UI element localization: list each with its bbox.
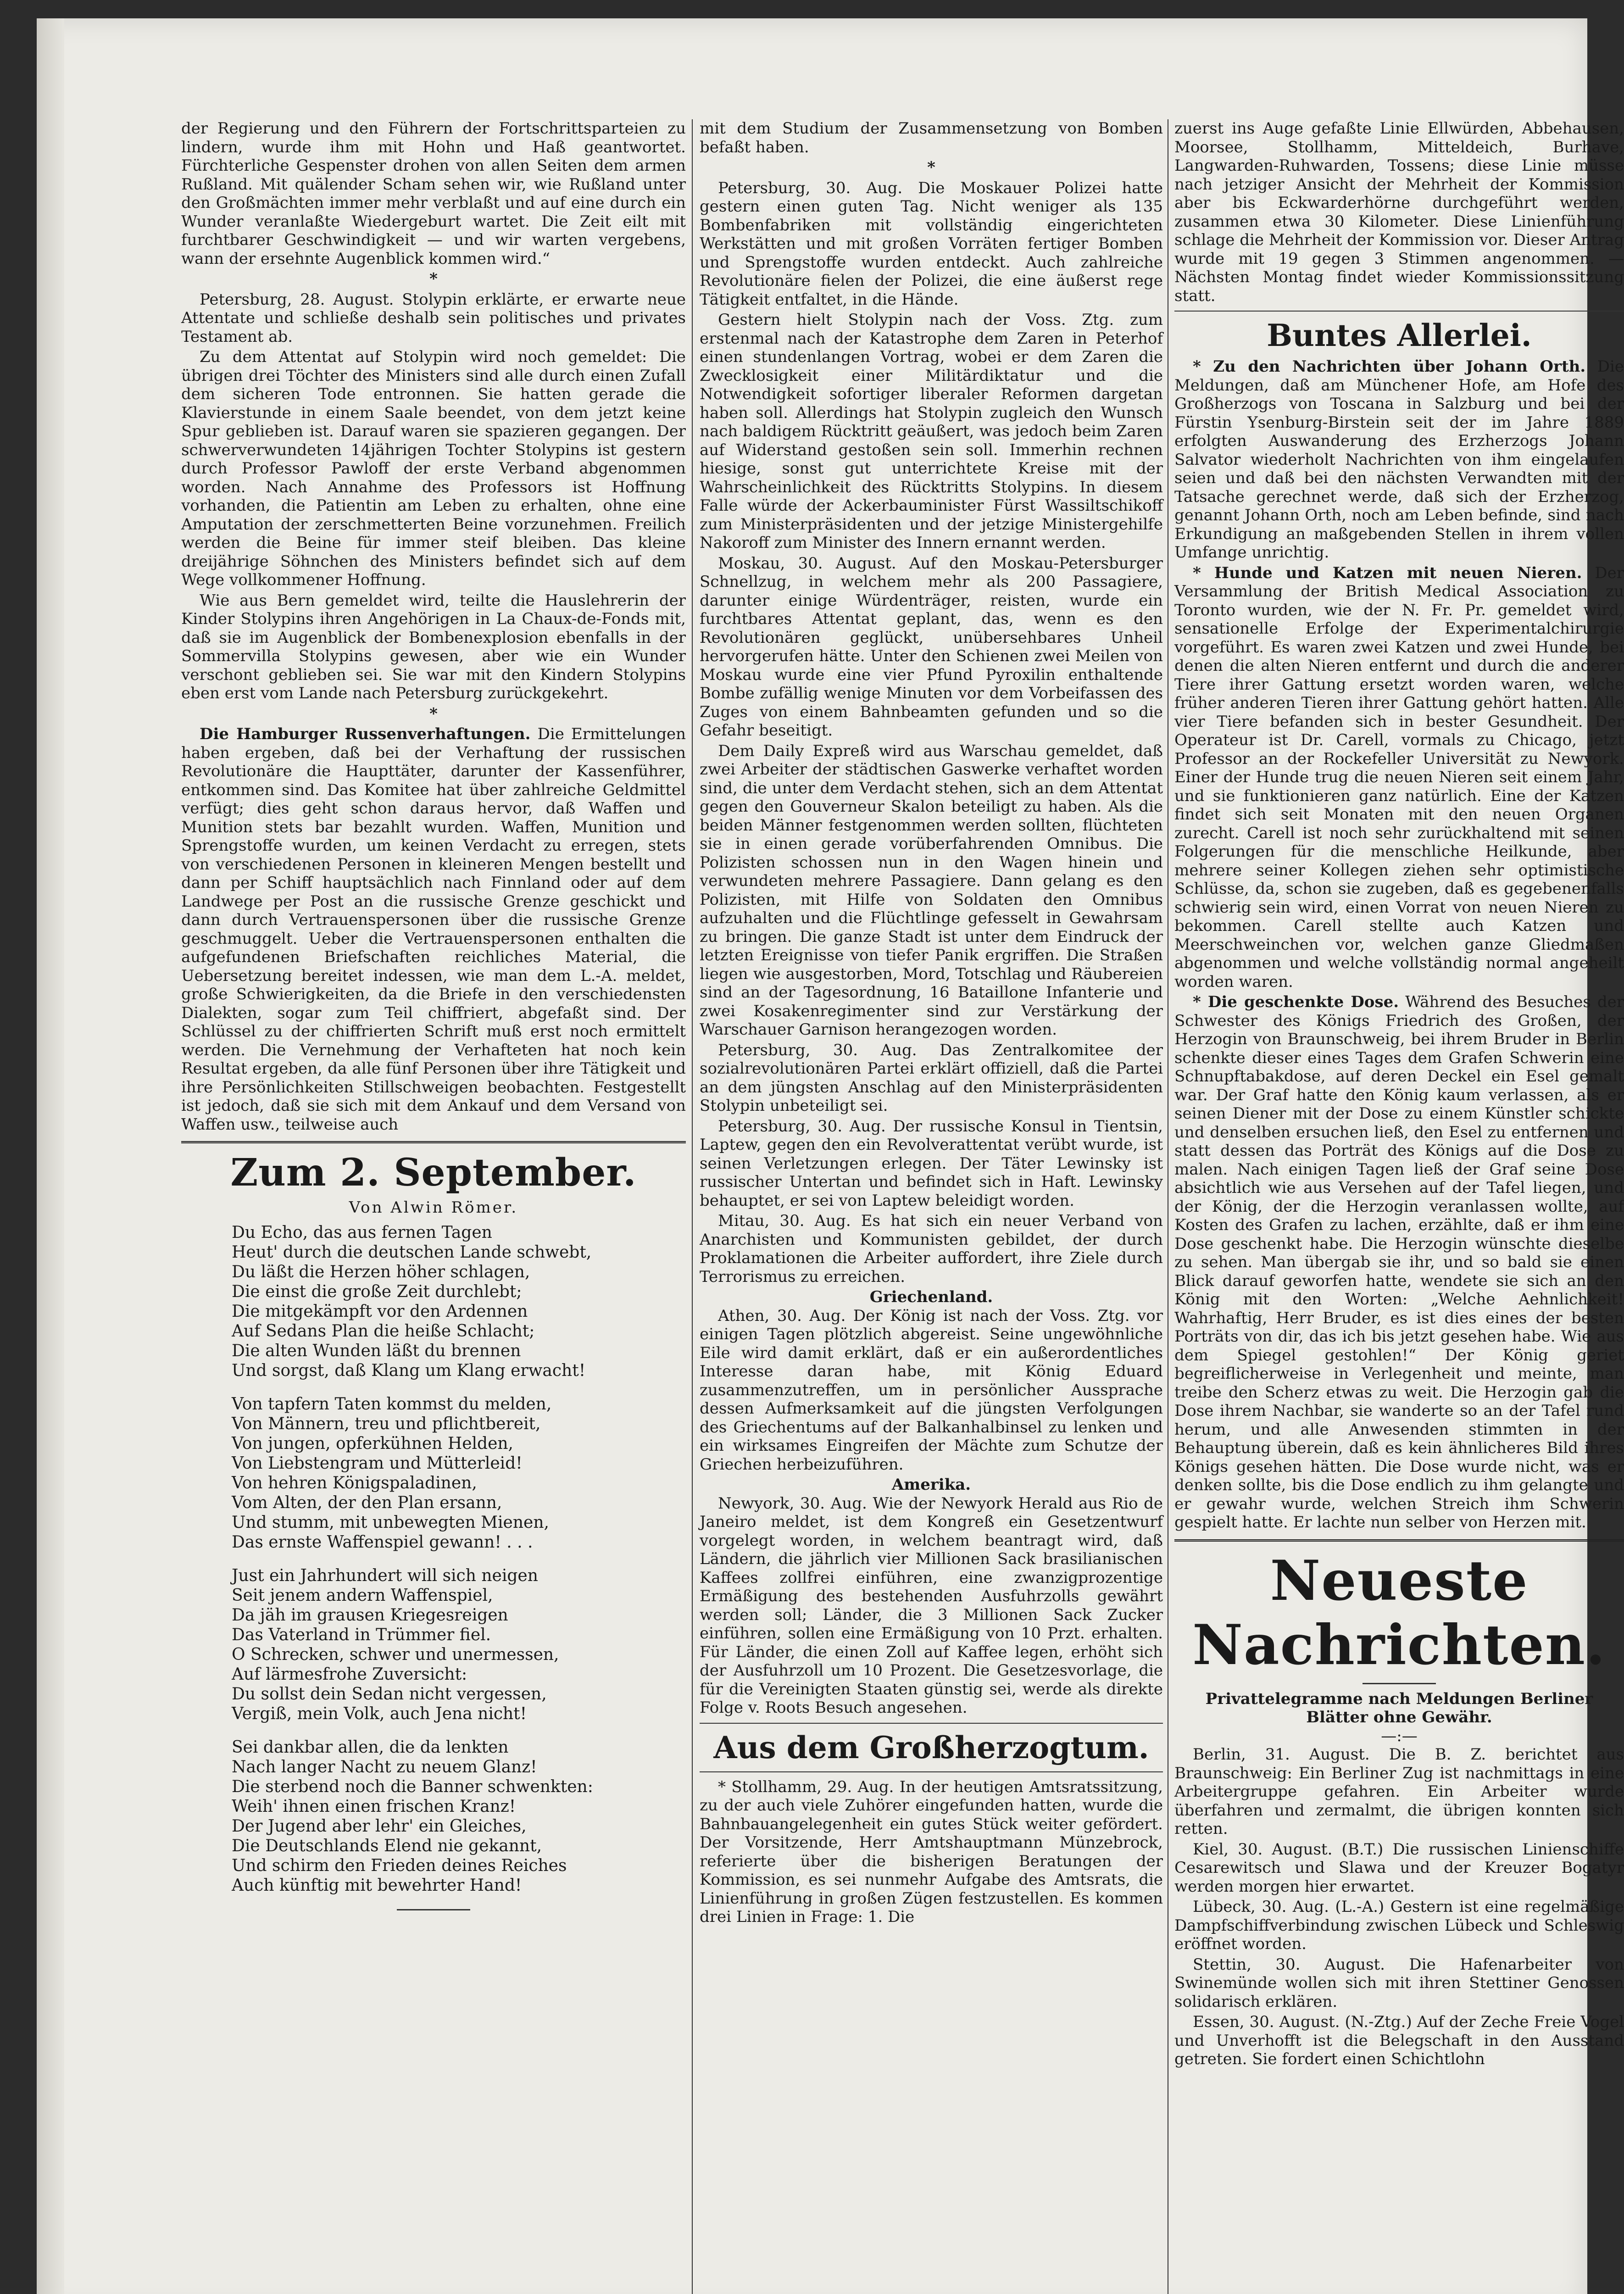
poem-stanza-2 [232,1394,686,1552]
poem-line: Und stumm, mit unbewegten Mienen, [232,1513,549,1532]
article-paragraph: der Regierung und den Führern der Fortschrittsparteien zu lindern, wurde ihm mit Hohn und Haß geantwortet. Fürchterliche Gespenster drohen von allen Seiten dem armen Rußland. Mit quälender Scham sehen wir, wie Rußland unter den Großmächten immer mehr verblaßt und auf eine durch ein Wunder veranlaßte Wiedergeburt wartet. Die Zeit eilt mit furchtbarer Geschwindigkeit — und wir warten vergebens, wann der ersehnte Augenblick kommen wird.“ [181,119,686,268]
poem-line: Der Jugend aber lehr' ein Gleiches, [232,1816,527,1836]
article-title: * Die geschenkte Dose. [1193,993,1399,1011]
poem-line: Von Liebstengram und Mütterleid! [232,1453,523,1473]
newspaper-page [37,18,1624,2294]
article-title: * Zu den Nachrichten über Johann Orth. [1193,357,1586,376]
article-title: * Hunde und Katzen mit neuen Nieren. [1193,563,1582,582]
article-text: Die Meldungen, daß am Münchener Hofe, am Hofe des Großherzogs von Toscana in Salzburg und bei der Fürstin Ysenburg-Birstein seit der im Jahre 1889 erfolgten Auswanderung des Erzherzogs Johann Salvator wiederholt Nachrichten von ihm eingelaufen seien und daß bei den nächsten Verwandten mit der Tatsache gerechnet werde, daß sich der Erzherzog, genannt Johann Orth, noch am Leben befinde, sind nach Erkundigung an maßgebenden Stellen in ihrem vollen Umfange unrichtig. [1174,357,1624,562]
article-paragraph: Dem Daily Expreß wird aus Warschau gemeldet, daß zwei Arbeiter der städtischen Gaswerke verhaftet worden sind, die unter dem Verdacht stehen, sich an dem Attentat gegen den Gouverneur Skalon beteiligt zu haben. Als die beiden Männer festgenommen werden sollten, flüchteten sie in einen gerade vorüberfahrenden Omnibus. Die Polizisten schossen nun in den Wagen hinein und verwundeten mehrere Passagiere. Dann gelang es den Polizisten, mit Hilfe von Soldaten den Omnibus aufzuhalten und die Flüchtlinge gefesselt in Gewahrsam zu bringen. Die ganze Stadt ist unter dem Eindruck der letzten Ereignisse von tiefer Panik ergriffen. Die Straßen liegen wie ausgestorben, Mord, Totschlag und Räubereien sind an der Tagesordnung, 16 Bataillone Infanterie und zwei Kosakenregimenter sind zur Verstärkung der Warschauer Garnison herangezogen worden. [700,741,1163,1039]
article-paragraph [1174,564,1624,991]
column-3 [1174,119,1624,2071]
separator-star: * [927,158,935,177]
title-rule [1363,1683,1436,1684]
section-divider [1174,1539,1624,1542]
poem-line: Die mitgekämpft vor den Ardennen [232,1302,528,1321]
poem-line: Weih' ihnen einen frischen Kranz! [232,1797,516,1816]
poem-stanza-1 [232,1223,686,1381]
poem-line: O Schrecken, schwer und unermessen, [232,1645,559,1664]
poem-line: Und sorgst, daß Klang um Klang erwacht! [232,1361,586,1380]
section-divider [700,1771,1163,1772]
poem-line: Auf Sedans Plan die heiße Schlacht; [232,1321,535,1341]
poem-line: Die alten Wunden läßt du brennen [232,1341,521,1360]
poem-line: Vergiß, mein Volk, auch Jena nicht! [232,1704,527,1723]
poem-line: Auch künftig mit bewehrter Hand! [232,1876,522,1895]
news-title: Neueste Nachrichten. [1192,1548,1606,1677]
poem-author: Von Alwin Römer. [349,1198,518,1217]
column-rule [692,119,693,2294]
poem-line: Vom Alten, der den Plan ersann, [232,1493,502,1512]
poem-line: Das Vaterland in Trümmer fiel. [232,1625,491,1644]
section-divider [700,1723,1163,1724]
column-2 [700,119,1163,1928]
poem-line: Seit jenem andern Waffenspiel, [232,1586,493,1605]
subheading-amerika: Amerika. [891,1476,971,1494]
article-paragraph: Gestern hielt Stolypin nach der Voss. Ztg. zum erstenmal nach der Katastrophe dem Zaren in Peterhof einen stundenlangen Vortrag, wobei er dem Zaren die Zwecklosigkeit einer Militärdiktatur und die Notwendigkeit sofortiger liberaler Reformen dargetan haben soll. Allerdings hat Stolypin zugleich den Wunsch nach baldigem Rücktritt geäußert, was jedoch beim Zaren auf Widerstand gestoßen sein soll. Immerhin rechnen hiesige, sonst gut unterrichtete Kreise mit der Wahrscheinlichkeit des Rücktritts Stolypins. In diesem Falle würde der Ackerbauminister Fürst Wassiltschikoff zum Ministerpräsidenten und der jetzige Ministergehilfe Nakoroff zum Minister des Innern ernannt werden. [700,311,1163,552]
article-paragraph: Wie aus Bern gemeldet wird, teilte die Hauslehrerin der Kinder Stolypins ihren Angehörigen in La Chaux-de-Fonds mit, daß sie im Augenblick der Bombenexplosion ebenfalls in der Sommervilla Stolypins gewesen, aber wie ein Wunder verschont geblieben sei. Sie war mit den Kindern Stolypins eben erst vom Lande nach Petersburg zurückgekehrt. [181,591,686,702]
poem-line: Nach langer Nacht zu neuem Glanz! [232,1757,537,1776]
article-paragraph: Petersburg, 28. August. Stolypin erklärte, er erwarte neue Attentate und schließe deshalb sein politisches und privates Testament ab. [181,290,686,346]
poem-line: Du sollst dein Sedan nicht vergessen, [232,1684,547,1704]
poem-line: Du läßt die Herzen höher schlagen, [232,1262,530,1281]
poem-line: Da jäh im grausen Kriegesreigen [232,1605,508,1625]
poem-line: Von hehren Königspaladinen, [232,1473,477,1492]
news-item: Lübeck, 30. Aug. (L.-A.) Gestern ist eine regelmäßige Dampfschiffverbindung zwischen Lübeck und Schleswig eröffnet worden. [1174,1898,1624,1953]
article-paragraph: Petersburg, 30. Aug. Die Moskauer Polizei hatte gestern einen guten Tag. Nicht weniger als 135 Bombenfabriken mit vollständig eingerichteten Werkstätten und mit großen Vorräten fertiger Bomben und Sprengstoffe wurden entdeckt. Auch zahlreiche Revolutionäre fielen der Polizei, die eine äußerst rege Tätigkeit entfaltet, in die Hände. [700,178,1163,309]
page-binding [37,18,64,2294]
article-paragraph: Newyork, 30. Aug. Wie der Newyork Herald aus Rio de Janeiro meldet, ist dem Kongreß ein Gesetzentwurf vorgelegt worden, in welchem beantragt wird, daß Ländern, die jährlich vier Millionen Sack brasilianischen Kaffees zollfrei einführen, eine zwanzigprozentige Ermäßigung des bestehenden Ausfuhrzolls gewährt werden soll; Länder, die 3 Millionen Sack Zucker einführen, sollen eine Ermäßigung von 10 Przt. erhalten. Für Länder, die einen Zoll auf Kaffee legen, erhöht sich der Ausfuhrzoll um 10 Prozent. Die Gesetzesvorlage, die für die Vereinigten Staaten günstig sei, werde als direkte Folge v. Roots Besuch angesehen. [700,1494,1163,1717]
article-text: Die Ermittelungen haben ergeben, daß bei der Verhaftung der russischen Revolutionäre die Haupttäter, darunter der Kassenführer, entkommen sind. Das Komitee hat über zahlreiche Geldmittel verfügt; dies geht schon daraus hervor, daß Waffen und Munition stets bar bezahlt wurden. Waffen, Munition und Sprengstoffe wurden, um keinen Verdacht zu erregen, stets von verschiedenen Personen in kleineren Mengen bestellt und dann per Schiff hauptsächlich nach Finnland oder auf dem Landwege per Post an die russische Grenze geschickt und dann durch Vertrauenspersonen über die russische Grenze geschmuggelt. Ueber die Vertrauenspersonen enthalten die aufgefundenen Briefschaften reichliches Material, die Uebersetzung bereitet indessen, wie man dem L.-A. meldet, große Schwierigkeiten, da die Briefe in den verschiedensten Dialekten, sogar zum Teil chiffriert, abgefaßt sind. Der Schlüssel zu der chiffrierten Schrift muß erst noch ermittelt werden. Die Vernehmung der Verhafteten hat noch kein Resultat ergeben, da alle fünf Personen über ihre Tätigkeit und ihre Persönlichkeiten Stillschweigen beobachten. Festgestellt ist jedoch, daß sie sich mit dem Ankauf und dem Versand von Waffen usw., teilweise auch [181,725,686,1134]
section-title: Buntes Allerlei. [1267,317,1532,353]
article-paragraph [1174,357,1624,562]
article-text: Der Versammlung der British Medical Association zu Toronto wurden, wie der N. Fr. Pr. gemeldet wird, sensationelle Erfolge der Experimentalchirurgie vorgeführt. Es waren zwei Katzen und zwei Hunde, bei denen die alten Nieren entfernt und durch die anderer Tiere ihrer Gattung ersetzt worden waren, welche früher anderen Tieren ihrer Gattung gehört hatten. Alle vier Tiere befanden sich in bester Gesundheit. Der Operateur ist Dr. Carell, vormals zu Chicago, jetzt Professor an der Rockefeller Universität zu Newyork. Einer der Hunde trug die neuen Nieren seit einem Jahr, und sie funktionieren ganz natürlich. Eine der Katzen findet sich seit Monaten mit den neuen Organen zurecht. Carell ist noch sehr zurückhaltend mit seinen Folgerungen für die menschliche Heilkunde, aber mehrere seiner Kollegen ziehen sehr optimistische Schlüsse, da, schon sie zugeben, daß es gegebenenfalls schwierig sein wird, einen Vorrat von neuen Nieren zu bekommen. Carell stellte auch Katzen und Meerschweinchen vor, welchen ganze Gliedmaßen abgenommen und welche vollständig normal angeheilt worden waren. [1174,563,1624,991]
news-item: Stettin, 30. August. Die Hafenarbeiter von Swinemünde wollen sich mit ihren Stettiner Genossen solidarisch erklären. [1174,1955,1624,2011]
section-divider [181,1141,686,1143]
poem-line: Die einst die große Zeit durchlebt; [232,1282,522,1301]
subheading-griechenland: Griechenland. [869,1288,993,1306]
end-rule [397,1909,470,1910]
poem-title: Zum 2. September. [230,1151,637,1195]
poem-line: Die Deutschlands Elend nie gekannt, [232,1836,542,1855]
poem-line: Auf lärmesfrohe Zuversicht: [232,1665,467,1684]
poem-line: Und schirm den Frieden deines Reiches [232,1856,567,1875]
poem-stanza-3 [232,1566,686,1724]
poem-line: Von jungen, opferkühnen Helden, [232,1434,514,1453]
separator-star: * [429,270,438,288]
poem-line: Von tapfern Taten kommst du melden, [232,1394,552,1414]
separator-star: * [429,704,438,723]
poem-line: Von Männern, treu und pflichtbereit, [232,1414,541,1433]
news-subtitle: Privattelegramme nach Meldungen Berliner Blätter ohne Gewähr. [1205,1689,1593,1726]
article-paragraph: mit dem Studium der Zusammensetzung von Bomben befaßt haben. [700,119,1163,156]
poem-line: Das ernste Waffenspiel gewann! . . . [232,1532,533,1552]
article-paragraph [181,725,686,1134]
article-title: Die Hamburger Russenverhaftungen. [200,725,531,743]
article-paragraph: zuerst ins Auge gefaßte Linie Ellwürden, Abbehausen, Moorsee, Stollhamm, Mitteldeich, Burhave, Langwarden-Ruhwarden, Tossens; diese Linie müsse nach jetziger Ansicht der Mehrheit der Kommission aber bis Eckwarderhörne durchgeführt werden, zusammen etwa 30 Kilometer. Diese Linienführung schlage die Mehrheit der Kommission vor. Dieser Antrag wurde mit 19 gegen 3 Stimmen angenommen. — Nächsten Montag findet wieder Kommissionssitzung statt. [1174,119,1624,305]
poem [181,1223,686,1895]
news-separator: —:— [1381,1726,1418,1745]
article-paragraph: Moskau, 30. August. Auf den Moskau-Petersburger Schnellzug, in welchem mehr als 200 Passagiere, darunter einige Würdenträger, reisten, wurde ein furchtbares Attentat geplant, das, wenn es den Revolutionären geglückt, unübersehbares Unheil hervorgerufen hätte. Unter den Schienen zwei Meilen von Moskau wurde eine vier Pfund Pyroxilin enthaltende Bombe zufällig wenige Minuten vor dem Vorbeifassen des Zuges von einem Bahnbeamten gefunden und so die Gefahr beseitigt. [700,554,1163,740]
poem-line: Du Echo, das aus fernen Tagen [232,1223,492,1242]
poem-line: Just ein Jahrhundert will sich neigen [232,1566,538,1585]
section-divider [1174,311,1624,312]
article-paragraph: Zu dem Attentat auf Stolypin wird noch gemeldet: Die übrigen drei Töchter des Ministers sind alle durch einen Zufall dem sicheren Tode entronnen. Sie hatten gerade die Klavierstunde in einem Saale beendet, von dem jetzt keine Spur geblieben ist. Darauf waren sie spazieren gegangen. Der schwerverwundeten 14jährigen Tochter Stolypins ist gestern durch Professor Pawloff der erste Verband abgenommen worden. Nach Annahme des Professors ist Hoffnung vorhanden, die Patientin am Leben zu erhalten, ohne eine Amputation der zerschmetterten Beine vorzunehmen. Freilich werden die Beine für immer steif bleiben. Das kleine dreijährige Söhnchen des Ministers befindet sich auf dem Wege vollkommener Hoffnung. [181,348,686,589]
news-item: Kiel, 30. August. (B.T.) Die russischen Linienschiffe Cesarewitsch und Slawa und der Kreuzer Bogatyr werden morgen hier erwartet. [1174,1840,1624,1896]
article-text: Während des Besuches der Schwester des Königs Friedrich des Großen, der Herzogin von Braunschweig, bei ihrem Bruder in Berlin schenkte dieser eines Tages dem Grafen Schwerin eine Schnupftabakdose, auf deren Deckel ein Esel gemalt war. Der Graf hatte den König kaum verlassen, als er seinen Diener mit der Dose zu einem Künstler schickte und denselben ersuchen ließ, den Esel zu entfernen und statt dessen das Porträt des Königs auf die Dose zu malen. Nach einigen Tagen ließ der Graf seine Dose absichtlich wie aus Versehen auf der Tafel liegen, und der König, der die Herzogin veranlassen wollte, auf Kosten des Grafen zu lachen, erzählte, daß er ihm eine Dose geschenkt habe. Die Herzogin wünschte dieselbe zu sehen. Man übergab sie ihr, und so bald sie einen Blick darauf geworfen hatte, wendete sie sich an den König mit den Worten: „Welche Aehnlichkeit! Wahrhaftig, Herr Bruder, es ist dies eines der besten Porträts von dir, das ich bis jetzt gesehen habe. Wie aus dem Spiegel gestohlen!“ Der König geriet begreiflicherweise in Verlegenheit und meinte, man treibe den Scherz etwas zu weit. Die Herzogin gab die Dose ihrem Nachbar, sie wanderte so an der Tafel rund herum, und alle Anwesenden stimmten in der Behauptung überein, daß es kein ähnlicheres Bild ihres Königs gesehen hätten. Die Dose wurde nicht, was er denken sollte, bis die Dose endlich zu ihm gelangte und er gewahr wurde, welchen Streich ihm Schwerin gespielt hatte. Er lachte nun selber von Herzen mit. [1174,993,1624,1531]
article-paragraph: * Stollhamm, 29. Aug. In der heutigen Amtsratssitzung, zu der auch viele Zuhörer eingefunden hatten, wurde die Bahnbauangelegenheit ein gutes Stück weiter gefördert. Der Vorsitzende, Herr Amtshauptmann Münzebrock, referierte über die bisherigen Beratungen der Kommission, es sei nunmehr Aufgabe des Amtsrats, die Linienführung in großen Zügen festzustellen. Es kommen drei Linien in Frage: 1. Die [700,1777,1163,1926]
news-item: Berlin, 31. August. Die B. Z. berichtet aus Braunschweig: Ein Berliner Zug ist nachmittags in eine Arbeitergruppe gefahren. Ein Arbeiter wurde überfahren und zermalmt, die übrigen konnten sich retten. [1174,1745,1624,1838]
section-title: Aus dem Großherzogtum. [713,1729,1149,1765]
news-item: Essen, 30. August. (N.-Ztg.) Auf der Zeche Freie Vogel und Unverhofft ist die Belegschaft in den Ausstand getreten. Sie fordert einen Schichtlohn [1174,2013,1624,2068]
poem-line: Heut' durch die deutschen Lande schwebt, [232,1242,592,1262]
article-paragraph: Petersburg, 30. Aug. Der russische Konsul in Tientsin, Laptew, gegen den ein Revolverattentat verübt wurde, ist seinen Verletzungen erlegen. Der Täter Lewinsky ist russischer Untertan und befindet sich in Haft. Lewinsky behauptet, er sei von Laptew beleidigt worden. [700,1117,1163,1210]
column-1 [181,119,686,1916]
article-paragraph: Mitau, 30. Aug. Es hat sich ein neuer Verband von Anarchisten und Kommunisten gebildet, der durch Proklamationen die Arbeiter auffordert, ihre Ziele durch Terrorismus zu erreichen. [700,1212,1163,1286]
article-paragraph [1174,993,1624,1532]
poem-line: Die sterbend noch die Banner schwenkten: [232,1777,593,1796]
article-paragraph: Petersburg, 30. Aug. Das Zentralkomitee der sozialrevolutionären Partei erklärt offiziell, daß die Partei an dem jüngsten Anschlag auf den Ministerpräsidenten Stolypin unbeteiligt sei. [700,1041,1163,1115]
poem-stanza-4 [232,1737,686,1895]
article-paragraph: Athen, 30. Aug. Der König ist nach der Voss. Ztg. vor einigen Tagen plötzlich abgereist. Seine ungewöhnliche Eile wird damit erklärt, daß er ein außerordentliches Interesse daran habe, mit König Eduard zusammenzutreffen, um in persönlicher Aussprache dessen Aufmerksamkeit auf die jüngsten Verfolgungen des Griechentums auf der Balkanhalbinsel zu lenken und ein wirksames Eingreifen der Mächte zum Schutze der Griechen herbeizuführen. [700,1306,1163,1474]
poem-line: Sei dankbar allen, die da lenkten [232,1737,509,1757]
